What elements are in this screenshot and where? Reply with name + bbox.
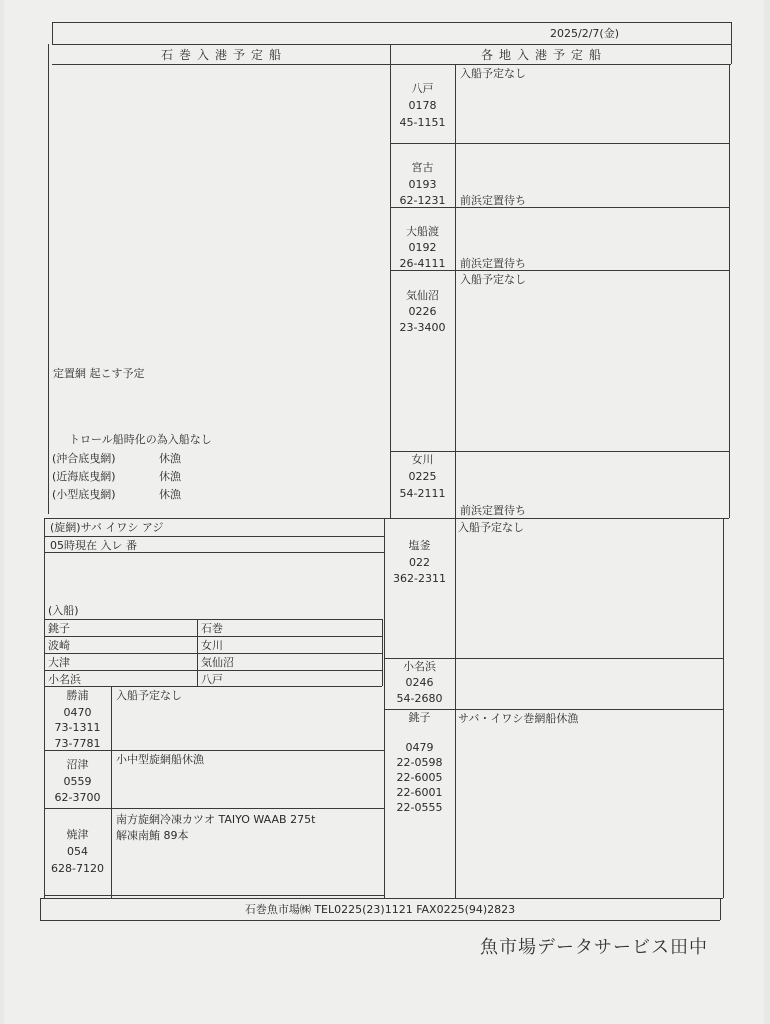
- regional-header: 各地入港予定船: [480, 48, 607, 62]
- port-name: 沼津: [66, 758, 89, 771]
- senmou-line: (旋網)サバ イワシ アジ: [50, 521, 164, 534]
- region-note: 前浜定置待ち: [460, 194, 526, 207]
- category-name: (近海底曳網): [52, 470, 116, 483]
- port-phone: 62-3700: [54, 791, 101, 804]
- footer-contact: 石巻魚市場㈱ TEL0225(23)1121 FAX0225(94)2823: [244, 903, 516, 916]
- category-name: (小型底曳網): [52, 488, 116, 501]
- region-note: 入船予定なし: [460, 273, 526, 286]
- port-phone: 628-7120: [51, 862, 104, 875]
- teichi-line: 定置網 起こす予定: [53, 367, 145, 380]
- port-right: 石巻: [201, 622, 223, 635]
- nyusen-label: (入船): [48, 604, 79, 617]
- region-phone: 22-6001: [396, 786, 443, 799]
- handwritten-signature: 魚市場データサービス田中: [480, 937, 708, 958]
- port-right: 女川: [201, 639, 223, 652]
- region-name: 女川: [411, 453, 434, 466]
- region-phone: 0192: [408, 241, 437, 254]
- port-name: 勝浦: [66, 689, 89, 702]
- region-name: 宮古: [411, 161, 434, 174]
- region-phone: 23-3400: [399, 321, 446, 334]
- port-note: 小中型旋網船休漁: [116, 753, 204, 766]
- region-note: サバ・イワシ巻網船休漁: [458, 712, 579, 725]
- region-name: 塩釜: [408, 539, 431, 552]
- region-name: 八戸: [411, 82, 434, 95]
- region-phone: 022: [409, 556, 430, 569]
- region-note: 前浜定置待ち: [460, 257, 526, 270]
- port-right: 八戸: [201, 673, 223, 686]
- port-note: 南方旋網冷凍カツオ TAIYO WAAB 275t: [116, 813, 316, 826]
- time-line: 05時現在 入レ 番: [50, 539, 137, 552]
- port-left: 大津: [48, 656, 70, 669]
- port-left: 銚子: [48, 622, 70, 635]
- region-note: 入船予定なし: [458, 521, 524, 534]
- region-phone: 22-0598: [396, 756, 443, 769]
- report-date: 2025/2/7(金): [550, 27, 619, 40]
- region-name: 大船渡: [406, 225, 439, 238]
- port-note: 解凍南鮪 89本: [116, 829, 189, 842]
- region-phone: 22-0555: [396, 801, 443, 814]
- port-right: 気仙沼: [201, 656, 234, 669]
- region-note: 前浜定置待ち: [460, 504, 526, 517]
- port-name: 焼津: [66, 828, 89, 841]
- port-left: 波崎: [48, 639, 70, 652]
- port-phone: 0470: [63, 706, 92, 719]
- region-phone: 26-4111: [399, 257, 446, 270]
- region-phone: 0479: [405, 741, 434, 754]
- ishinomaki-header: 石巻入港予定船: [160, 48, 287, 62]
- category-status: 休漁: [159, 470, 181, 483]
- port-phone: 73-1311: [54, 721, 101, 734]
- category-name: (沖合底曳網): [52, 452, 116, 465]
- region-phone: 62-1231: [399, 194, 446, 207]
- region-phone: 0226: [408, 305, 437, 318]
- region-phone: 54-2111: [399, 487, 446, 500]
- port-left: 小名浜: [48, 673, 81, 686]
- region-phone: 0246: [405, 676, 434, 689]
- region-phone: 0225: [408, 470, 437, 483]
- region-phone: 0193: [408, 178, 437, 191]
- region-phone: 54-2680: [396, 692, 443, 705]
- category-status: 休漁: [159, 452, 181, 465]
- trawl-line: トロール船時化の為入船なし: [69, 433, 212, 446]
- document-page: [4, 0, 764, 1024]
- region-note: 入船予定なし: [460, 67, 526, 80]
- port-note: 入船予定なし: [116, 689, 182, 702]
- port-phone: 73-7781: [54, 737, 101, 750]
- port-phone: 054: [67, 845, 88, 858]
- region-name: 気仙沼: [406, 289, 439, 302]
- region-phone: 0178: [408, 99, 437, 112]
- category-status: 休漁: [159, 488, 181, 501]
- region-name: 小名浜: [403, 660, 436, 673]
- region-phone: 362-2311: [393, 572, 446, 585]
- port-phone: 0559: [63, 775, 92, 788]
- region-name: 銚子: [408, 711, 431, 724]
- region-phone: 45-1151: [399, 116, 446, 129]
- region-phone: 22-6005: [396, 771, 443, 784]
